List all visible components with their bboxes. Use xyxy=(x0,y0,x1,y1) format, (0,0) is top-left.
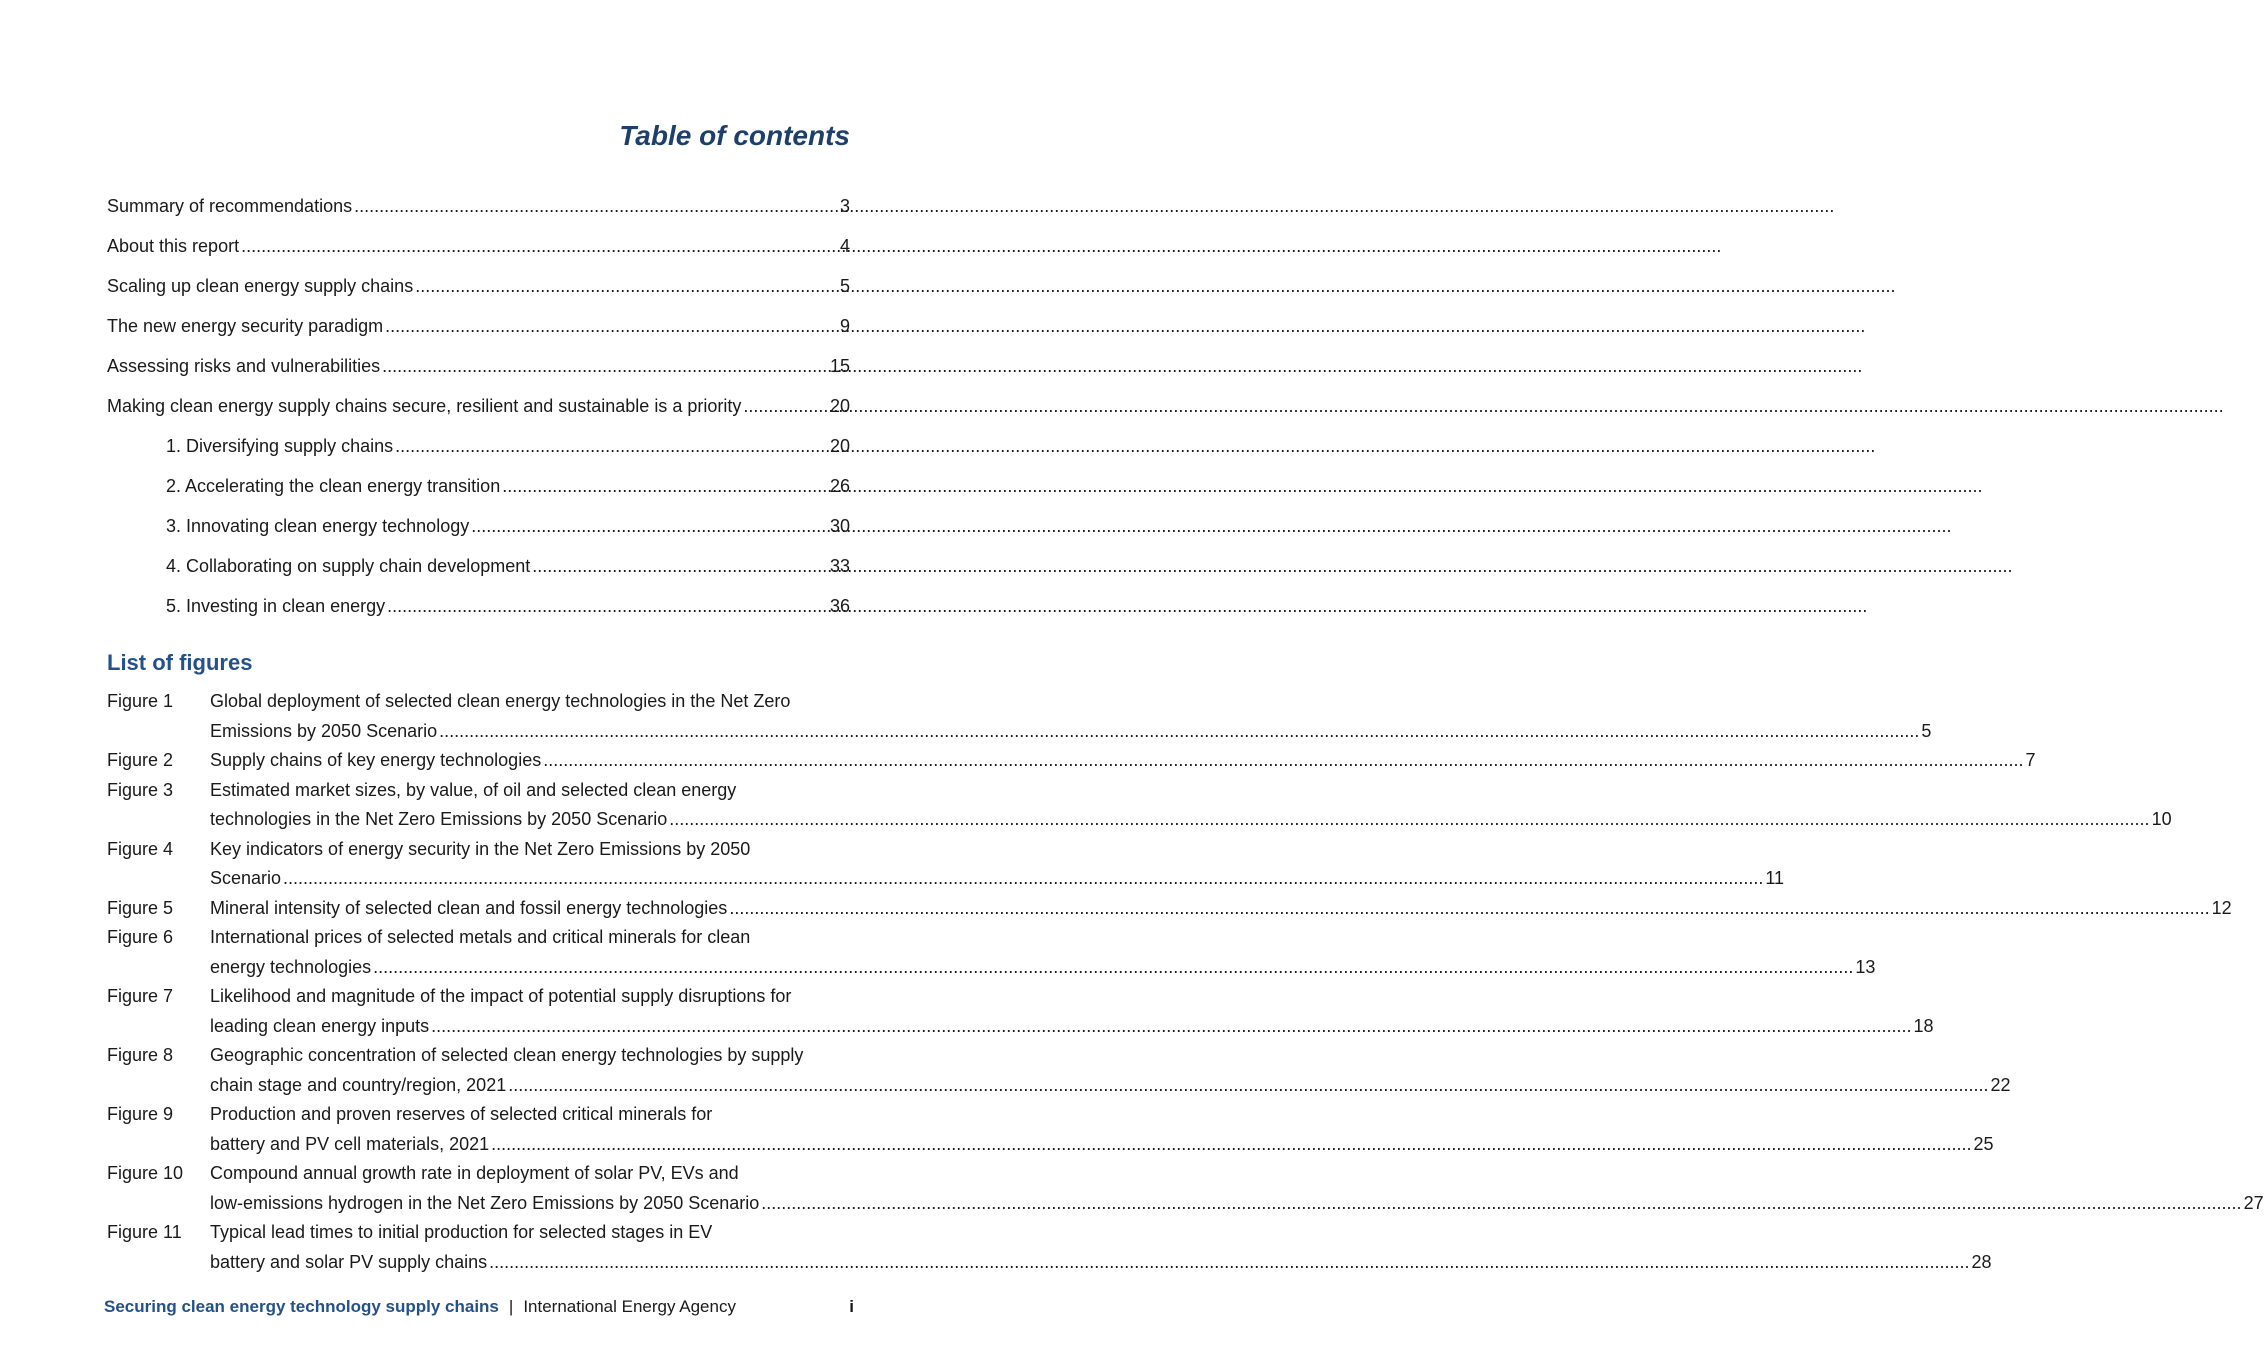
figure-caption xyxy=(210,894,2232,924)
figure-entry[interactable] xyxy=(107,923,1876,982)
figure-caption-last-line xyxy=(210,1248,1991,1278)
figure-entry[interactable] xyxy=(107,982,1934,1041)
dot-leader xyxy=(415,272,838,300)
figure-caption-text: energy technologies xyxy=(210,956,372,977)
figure-caption-text: technologies in the Net Zero Emissions by 2050 Scenario xyxy=(210,809,668,829)
footer-report-title: Securing clean energy technology supply chains xyxy=(104,1297,499,1316)
dot-leader xyxy=(395,432,828,460)
dot-leader xyxy=(241,232,838,260)
dot-leader xyxy=(382,352,828,380)
figure-entry[interactable] xyxy=(107,687,1932,746)
figure-caption xyxy=(210,776,2172,835)
figure-caption xyxy=(210,746,2036,776)
dot-leader xyxy=(669,805,2149,835)
toc-entry-label: 1. Diversifying supply chains xyxy=(166,436,394,456)
figure-number: Figure 7 xyxy=(107,986,174,1006)
dot-leader xyxy=(489,1248,1969,1278)
figure-caption-last-line xyxy=(210,717,1931,747)
figure-caption xyxy=(210,1218,1991,1277)
dot-leader xyxy=(439,717,1919,747)
figure-caption-last-line xyxy=(210,1012,1933,1042)
figure-caption-line: Typical lead times to initial production for selected stages in EV xyxy=(210,1222,713,1242)
figure-caption-last-line xyxy=(210,805,2172,835)
figure-caption-text: battery and PV cell materials, 2021 xyxy=(210,1133,490,1154)
toc-entry-label: Scaling up clean energy supply chains xyxy=(107,276,414,296)
figure-entry[interactable] xyxy=(107,746,2036,776)
figure-number: Figure 2 xyxy=(107,750,174,770)
figure-number: Figure 6 xyxy=(107,927,174,947)
figure-caption-last-line xyxy=(210,1130,1993,1160)
list-of-figures xyxy=(107,687,2264,1277)
dot-leader xyxy=(761,1189,2241,1219)
figure-page: 18 xyxy=(1913,1015,1934,1036)
toc-entry-label: 4. Collaborating on supply chain development xyxy=(166,556,531,576)
figure-number: Figure 1 xyxy=(107,691,174,711)
toc-entry[interactable] xyxy=(107,472,850,512)
figure-caption-text: Mineral intensity of selected clean and fossil energy technologies xyxy=(210,897,728,918)
figure-entry[interactable] xyxy=(107,835,1785,894)
dot-leader xyxy=(743,392,828,420)
figure-caption-last-line xyxy=(210,864,1784,894)
toc-entry[interactable] xyxy=(107,232,850,272)
figure-number: Figure 5 xyxy=(107,897,174,918)
figure-entry[interactable] xyxy=(107,1100,1994,1159)
figure-caption-line: Production and proven reserves of selected critical minerals for xyxy=(210,1104,713,1124)
toc-entry[interactable] xyxy=(107,432,850,472)
toc-entry-page: 33 xyxy=(829,556,850,576)
toc-entry-page: 30 xyxy=(829,516,850,536)
figure-caption xyxy=(210,835,1784,894)
table-of-contents xyxy=(107,192,850,632)
figure-caption-last-line xyxy=(210,1071,2011,1101)
dot-leader xyxy=(385,312,838,340)
figure-caption-last-line xyxy=(210,1189,2264,1219)
page-title: Table of contents xyxy=(619,120,850,151)
figure-caption-line: International prices of selected metals and critical minerals for clean xyxy=(210,927,751,947)
figure-page: 12 xyxy=(2211,897,2232,918)
page-footer xyxy=(104,1297,854,1317)
figure-caption-text: leading clean energy inputs xyxy=(210,1015,430,1036)
figure-page: 11 xyxy=(1765,868,1785,888)
figure-caption-text: Scenario xyxy=(210,868,282,888)
figure-number: Figure 3 xyxy=(107,779,174,800)
toc-entry-page: 9 xyxy=(839,316,850,336)
figure-caption-last-line xyxy=(210,746,2036,776)
figure-caption-line: Key indicators of energy security in the Net Zero Emissions by 2050 xyxy=(210,838,751,859)
figure-number: Figure 11 xyxy=(107,1222,182,1242)
footer-organization: International Energy Agency xyxy=(523,1297,736,1316)
figure-page: 13 xyxy=(1855,956,1876,977)
dot-leader xyxy=(354,192,838,220)
figure-caption-last-line xyxy=(210,894,2232,924)
figure-page: 7 xyxy=(2025,750,2036,770)
toc-entry-page: 4 xyxy=(839,236,850,256)
toc-entry[interactable] xyxy=(107,192,850,232)
figure-number: Figure 8 xyxy=(107,1045,174,1065)
toc-entry[interactable] xyxy=(107,312,850,352)
toc-entry-label: The new energy security paradigm xyxy=(107,316,384,336)
footer-page-number: i xyxy=(849,1297,854,1316)
figure-caption-text: low-emissions hydrogen in the Net Zero Emissions by 2050 Scenario xyxy=(210,1192,760,1213)
toc-entry-label: 5. Investing in clean energy xyxy=(166,596,386,616)
toc-entry-label: Making clean energy supply chains secure, resilient and sustainable is a priority xyxy=(107,396,742,416)
toc-entry-label: Assessing risks and vulnerabilities xyxy=(107,356,381,376)
figure-caption-text: battery and solar PV supply chains xyxy=(210,1251,488,1272)
dot-leader xyxy=(471,512,828,540)
dot-leader xyxy=(491,1130,1971,1160)
figure-caption-line: Global deployment of selected clean energy technologies in the Net Zero xyxy=(210,691,791,711)
figure-entry[interactable] xyxy=(107,894,2232,924)
figure-caption-line: Geographic concentration of selected clean energy technologies by supply xyxy=(210,1045,804,1065)
figure-caption xyxy=(210,1041,2011,1100)
dot-leader xyxy=(502,472,828,500)
toc-entry-page: 26 xyxy=(829,476,850,496)
figure-caption-line: Likelihood and magnitude of the impact of potential supply disruptions for xyxy=(210,986,792,1006)
toc-entry-page: 20 xyxy=(829,436,850,456)
figure-caption xyxy=(210,1159,2264,1218)
figure-caption-text: chain stage and country/region, 2021 xyxy=(210,1074,507,1095)
figure-entry[interactable] xyxy=(107,1041,2011,1100)
toc-entry[interactable] xyxy=(107,512,850,552)
toc-entry-page: 3 xyxy=(839,196,850,216)
figure-caption-last-line xyxy=(210,953,1875,983)
toc-entry-label: About this report xyxy=(107,236,240,256)
toc-entry-label: 3. Innovating clean energy technology xyxy=(166,516,470,536)
list-of-figures-heading: List of figures xyxy=(107,650,253,675)
figure-caption xyxy=(210,982,1933,1041)
figure-page: 5 xyxy=(1921,720,1932,741)
dot-leader xyxy=(373,953,1853,983)
footer-separator: | xyxy=(508,1297,514,1316)
toc-entry[interactable] xyxy=(107,272,850,312)
toc-entry-page: 20 xyxy=(829,396,850,416)
figure-caption xyxy=(210,1100,1993,1159)
dot-leader xyxy=(508,1071,1988,1101)
toc-entry-page: 5 xyxy=(839,276,850,296)
figure-page: 25 xyxy=(1973,1133,1994,1154)
dot-leader xyxy=(729,894,2209,924)
dot-leader xyxy=(283,864,1763,894)
figure-caption xyxy=(210,687,1931,746)
figure-entry[interactable] xyxy=(107,1159,2264,1218)
figure-entry[interactable] xyxy=(107,776,2172,835)
figure-caption-line: Estimated market sizes, by value, of oil and selected clean energy xyxy=(210,779,737,800)
figure-number: Figure 4 xyxy=(107,838,174,859)
toc-entry-page: 36 xyxy=(829,596,850,616)
toc-entry-page: 15 xyxy=(829,356,850,376)
toc-entry[interactable] xyxy=(107,392,850,432)
dot-leader xyxy=(387,592,828,620)
toc-entry[interactable] xyxy=(107,592,850,632)
dot-leader xyxy=(543,746,2023,776)
figure-page: 28 xyxy=(1971,1251,1992,1272)
figure-page: 27 xyxy=(2243,1192,2264,1213)
figure-number: Figure 10 xyxy=(107,1163,184,1183)
figure-entry[interactable] xyxy=(107,1218,1992,1277)
figure-caption xyxy=(210,923,1875,982)
toc-entry-label: 2. Accelerating the clean energy transition xyxy=(166,476,501,496)
toc-entry[interactable] xyxy=(107,552,850,592)
figure-caption-text: Supply chains of key energy technologies xyxy=(210,750,542,770)
figure-page: 22 xyxy=(1990,1074,2011,1095)
figure-page: 10 xyxy=(2151,809,2172,829)
dot-leader xyxy=(431,1012,1911,1042)
toc-entry[interactable] xyxy=(107,352,850,392)
figure-number: Figure 9 xyxy=(107,1104,174,1124)
dot-leader xyxy=(532,552,828,580)
figure-caption-text: Emissions by 2050 Scenario xyxy=(210,720,438,741)
toc-entry-label: Summary of recommendations xyxy=(107,196,353,216)
figure-caption-line: Compound annual growth rate in deployment of solar PV, EVs and xyxy=(210,1163,739,1183)
